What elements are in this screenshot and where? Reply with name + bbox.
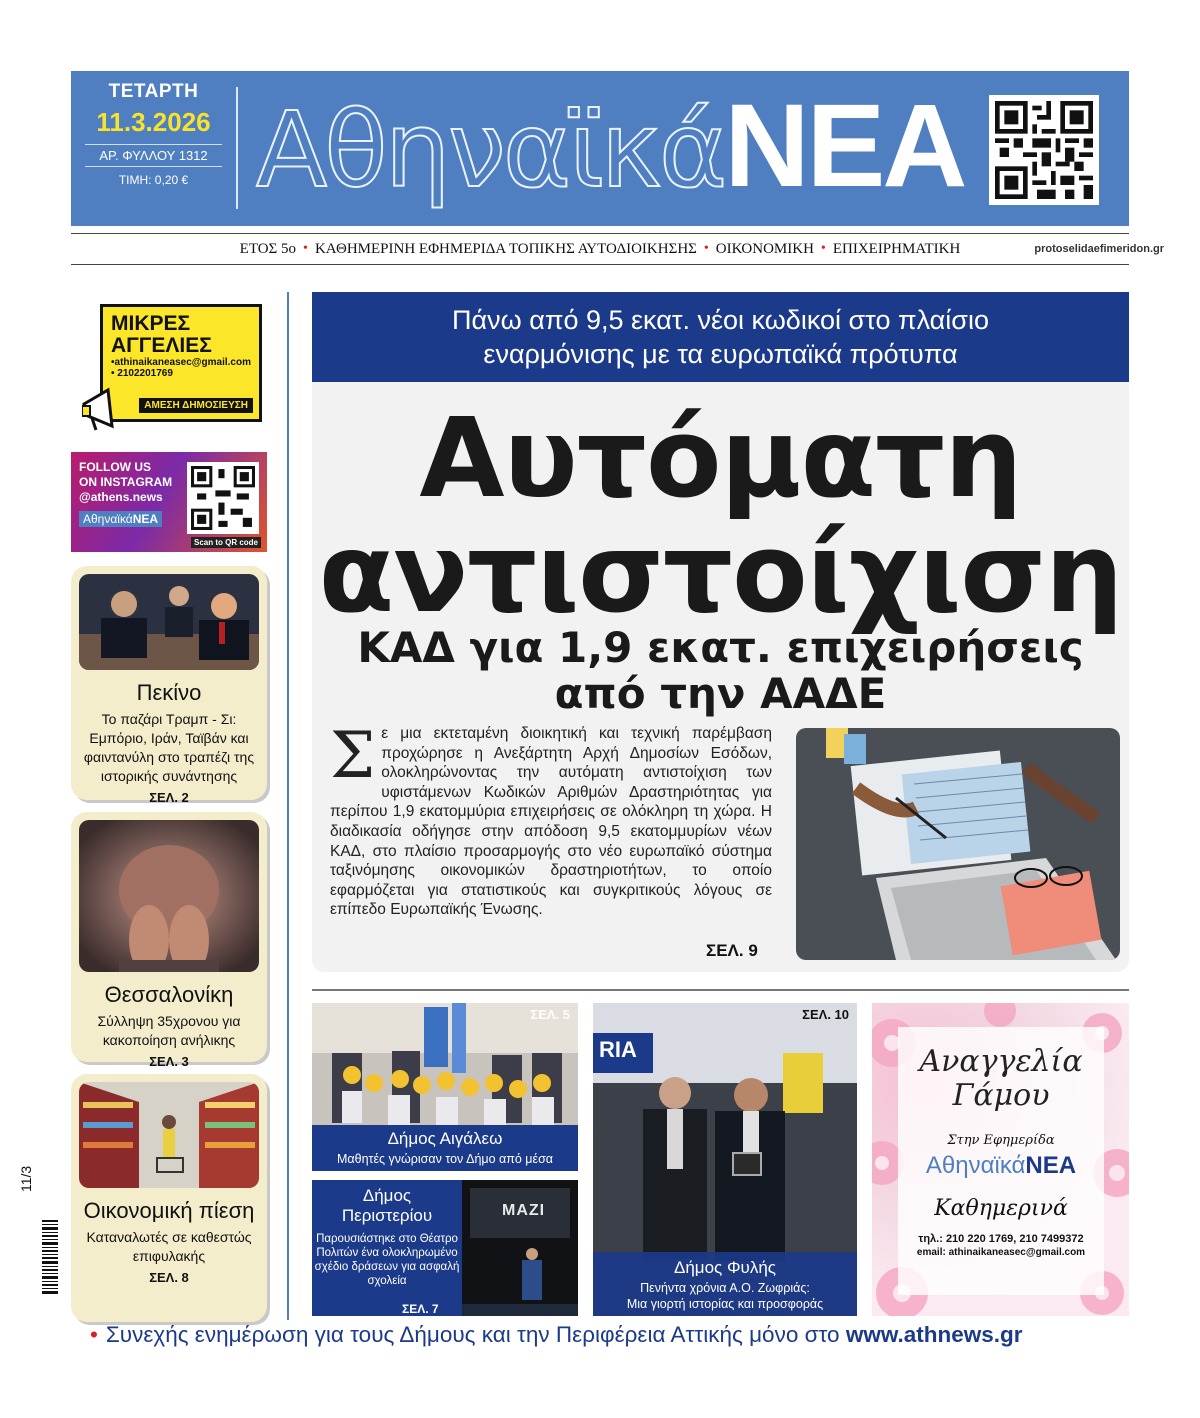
issue-info <box>71 81 236 187</box>
fyli-page-ref[interactable]: ΣΕΛ. 10 <box>802 1007 849 1022</box>
section-divider <box>312 989 1129 991</box>
story-fyli[interactable] <box>593 1003 857 1316</box>
tax-form-photo <box>796 728 1120 960</box>
footer-text: Συνεχής ενημέρωση για τους Δήμους και την Περιφέρεια Αττικής μόνο στο <box>105 1322 840 1347</box>
source-watermark: protoselidaefimeridon.gr <box>1034 243 1164 255</box>
footer-website-link[interactable]: www.athnews.gr <box>845 1322 1023 1347</box>
column-divider <box>287 292 289 1320</box>
qr-code-icon[interactable] <box>989 95 1099 205</box>
wedding-sub: Στην Εφημερίδα <box>947 1133 1055 1148</box>
thessaloniki-page-ref[interactable]: ΣΕΛ. 3 <box>149 1054 189 1069</box>
aigaleo-page-ref[interactable]: ΣΕΛ. 5 <box>530 1007 570 1022</box>
newspaper-logo[interactable]: ΑθηναϊκάΝΕΑ <box>256 80 965 212</box>
issue-day: ΤΕΤΑΡΤΗ <box>108 81 199 102</box>
subheadline-line-1: ΚΑΔ για 1,9 εκατ. επιχειρήσεις <box>357 623 1084 672</box>
footer-bullet: • <box>90 1322 98 1347</box>
tagline: ΕΤΟΣ 5ο • ΚΑΘΗΜΕΡΙΝΗ ΕΦΗΜΕΡΙΔΑ ΤΟΠΙΚΗΣ ΑΥΤΟΔΙΟΙΚΗΣΗΣ • ΟΙΚΟΝΟΜΙΚΗ • ΕΠΙΧΕΙΡΗΜΑΤΙΚΗ protoselidaefimeridon.gr <box>71 233 1129 265</box>
peristeri-photo <box>462 1180 578 1316</box>
wedding-title-1: Αναγγελία <box>919 1044 1083 1079</box>
economic-pressure-page-ref[interactable]: ΣΕΛ. 8 <box>149 1270 189 1285</box>
fyli-summary-1: Πενήντα χρόνια Α.Ο. Ζωφριάς: <box>640 1281 810 1295</box>
megaphone-icon <box>82 384 122 434</box>
main-article-text: ε μια εκτεταμένη διοικητική και τεχνική παρέμβαση προχώρησε η Ανεξάρτητη Αρχή Δημοσίων Εσόδων, ολοκληρώνοντας την αυτόματη αντιστοίχιση των υφιστάμενων Κωδικών Αριθμών Δραστηριότητας για περίπου 1,9 εκατομμύρια επιχειρήσεις σε ολόκληρη τη χώρα. Η διαδικασία οδήγησε στην απόδοση 9,5 εκατομμυρίων νέων ΚΑΔ, στο πλαίσιο προσαρμογής στο νέο ευρωπαϊκό σύστημα ταξινόμησης οικονομικών δραστηριοτήτων, το οποίο εφαρμόζεται για στατιστικούς και συγκριτικούς λόγους σε επίπεδο Ευρωπαϊκής Ένωσης. <box>330 725 772 919</box>
fyli-title: Δήμος Φυλής <box>674 1258 776 1277</box>
classifieds-ad[interactable] <box>82 296 262 436</box>
thessaloniki-photo <box>79 820 259 972</box>
wedding-newspaper-logo: ΑθηναϊκάΝΕΑ <box>925 1152 1077 1179</box>
issue-price: ΤΙΜΗ: 0,20 € <box>118 173 189 187</box>
wedding-email[interactable]: email: athinaikaneasec@gmail.com <box>916 1247 1086 1258</box>
banner-line-2: εναρμόνισης με τα ευρωπαϊκά πρότυπα <box>483 339 958 369</box>
banner-line-1: Πάνω από 9,5 εκατ. νέοι κωδικοί στο πλαίσιο <box>452 305 989 335</box>
classifieds-tag: ΑΜΕΣΗ ΔΗΜΟΣΙΕΥΣΗ <box>139 398 253 413</box>
story-card-thessaloniki[interactable] <box>71 812 267 1069</box>
classifieds-email: •athinaikaneasec@gmail.com <box>111 357 251 368</box>
classifieds-title-1: ΜΙΚΡΕΣ <box>111 312 191 335</box>
barcode-date: 11/3 <box>18 1165 34 1192</box>
thessaloniki-summary: Σύλληψη 35χρονου για κακοποίηση ανήλικης <box>97 1013 241 1048</box>
economic-pressure-summary: Καταναλωτές σε καθεστώς επιφυλακής <box>86 1229 252 1264</box>
fyli-caption <box>593 1252 857 1316</box>
masthead-divider <box>236 87 238 209</box>
instagram-qr-icon[interactable] <box>187 462 259 534</box>
classifieds-title-2: ΑΓΓΕΛΙΕΣ <box>111 334 212 357</box>
main-banner <box>312 292 1129 382</box>
main-page-ref[interactable]: ΣΕΛ. 9 <box>706 941 758 960</box>
beijing-summary: Το παζάρι Τραμπ - Σι: Εμπόριο, Ιράν, Ταϊβάν και φαιντανύλη στο τραπέζι της ιστορικής συνάντησης <box>83 711 255 784</box>
tagline-economic: ΟΙΚΟΝΟΜΙΚΗ <box>715 240 814 257</box>
instagram-promo[interactable] <box>71 452 267 552</box>
headline-line-1[interactable]: Αυτόματη <box>419 394 1022 522</box>
story-peristeri[interactable] <box>312 1180 578 1316</box>
aigaleo-caption <box>312 1125 578 1171</box>
drop-cap: Σ <box>330 719 376 793</box>
beijing-title: Πεκίνο <box>136 680 202 705</box>
tagline-year: ΕΤΟΣ 5ο <box>239 240 297 257</box>
story-card-beijing[interactable] <box>71 566 267 805</box>
peristeri-title-1: Δήμος <box>362 1186 412 1205</box>
peristeri-photo-caption: ΜΑΖΙ <box>502 1202 546 1219</box>
wedding-title-2: Γάμου <box>952 1078 1050 1113</box>
tagline-daily: ΚΑΘΗΜΕΡΙΝΗ ΕΦΗΜΕΡΙΔΑ ΤΟΠΙΚΗΣ ΑΥΤΟΔΙΟΙΚΗΣΗΣ <box>314 240 697 257</box>
insta-scan-label: Scan to QR code <box>191 537 261 548</box>
fyli-photo-sign: RIA <box>599 1037 637 1062</box>
subheadline-line-2: από την ΑΑΔΕ <box>554 669 887 718</box>
peristeri-summary: Παρουσιάστηκε στο Θέατρο Πολιτών ένα ολοκληρωμένο σχέδιο δράσεων για ασφαλή σχολεία <box>314 1233 460 1287</box>
story-card-economic-pressure[interactable] <box>71 1074 267 1322</box>
economic-pressure-title: Οικονομική πίεση <box>83 1198 255 1223</box>
fyli-summary-2: Μια γιορτή ιστορίας και προσφοράς <box>626 1297 824 1311</box>
wedding-phone[interactable]: τηλ.: 210 220 1769, 210 7499372 <box>918 1233 1084 1245</box>
main-article-body <box>330 719 772 920</box>
masthead <box>71 71 1129 226</box>
footer-promo <box>90 1322 1130 1348</box>
thessaloniki-title: Θεσσαλονίκη <box>104 982 234 1007</box>
headline-line-2[interactable]: αντιστοίχιση <box>318 509 1123 637</box>
wedding-daily: Καθημερινά <box>934 1196 1068 1221</box>
insta-line-1: FOLLOW US <box>79 460 151 474</box>
tagline-business: ΕΠΙΧΕΙΡΗΜΑΤΙΚΗ <box>832 240 961 257</box>
classifieds-phone: • 2102201769 <box>111 368 173 379</box>
beijing-photo <box>79 574 259 670</box>
issue-date: 11.3.2026 <box>96 107 211 137</box>
peristeri-title-2: Περιστερίου <box>341 1206 433 1225</box>
wedding-announcement-ad[interactable] <box>872 1003 1129 1316</box>
story-aigaleo[interactable] <box>312 1003 578 1171</box>
insta-logo: ΑθηναϊκάΝΕΑ <box>79 511 162 527</box>
aigaleo-summary: Μαθητές γνώρισαν τον Δήμο από μέσα <box>336 1152 554 1166</box>
aigaleo-title: Δήμος Αιγάλεω <box>387 1129 503 1148</box>
insta-line-2: ON INSTAGRAM <box>79 475 173 489</box>
issue-number: ΑΡ. ΦΥΛΛΟΥ 1312 <box>85 144 222 167</box>
beijing-page-ref[interactable]: ΣΕΛ. 2 <box>149 790 189 805</box>
peristeri-page-ref[interactable]: ΣΕΛ. 7 <box>402 1302 439 1316</box>
supermarket-photo <box>79 1082 259 1188</box>
insta-handle[interactable]: @athens.news <box>79 490 163 504</box>
